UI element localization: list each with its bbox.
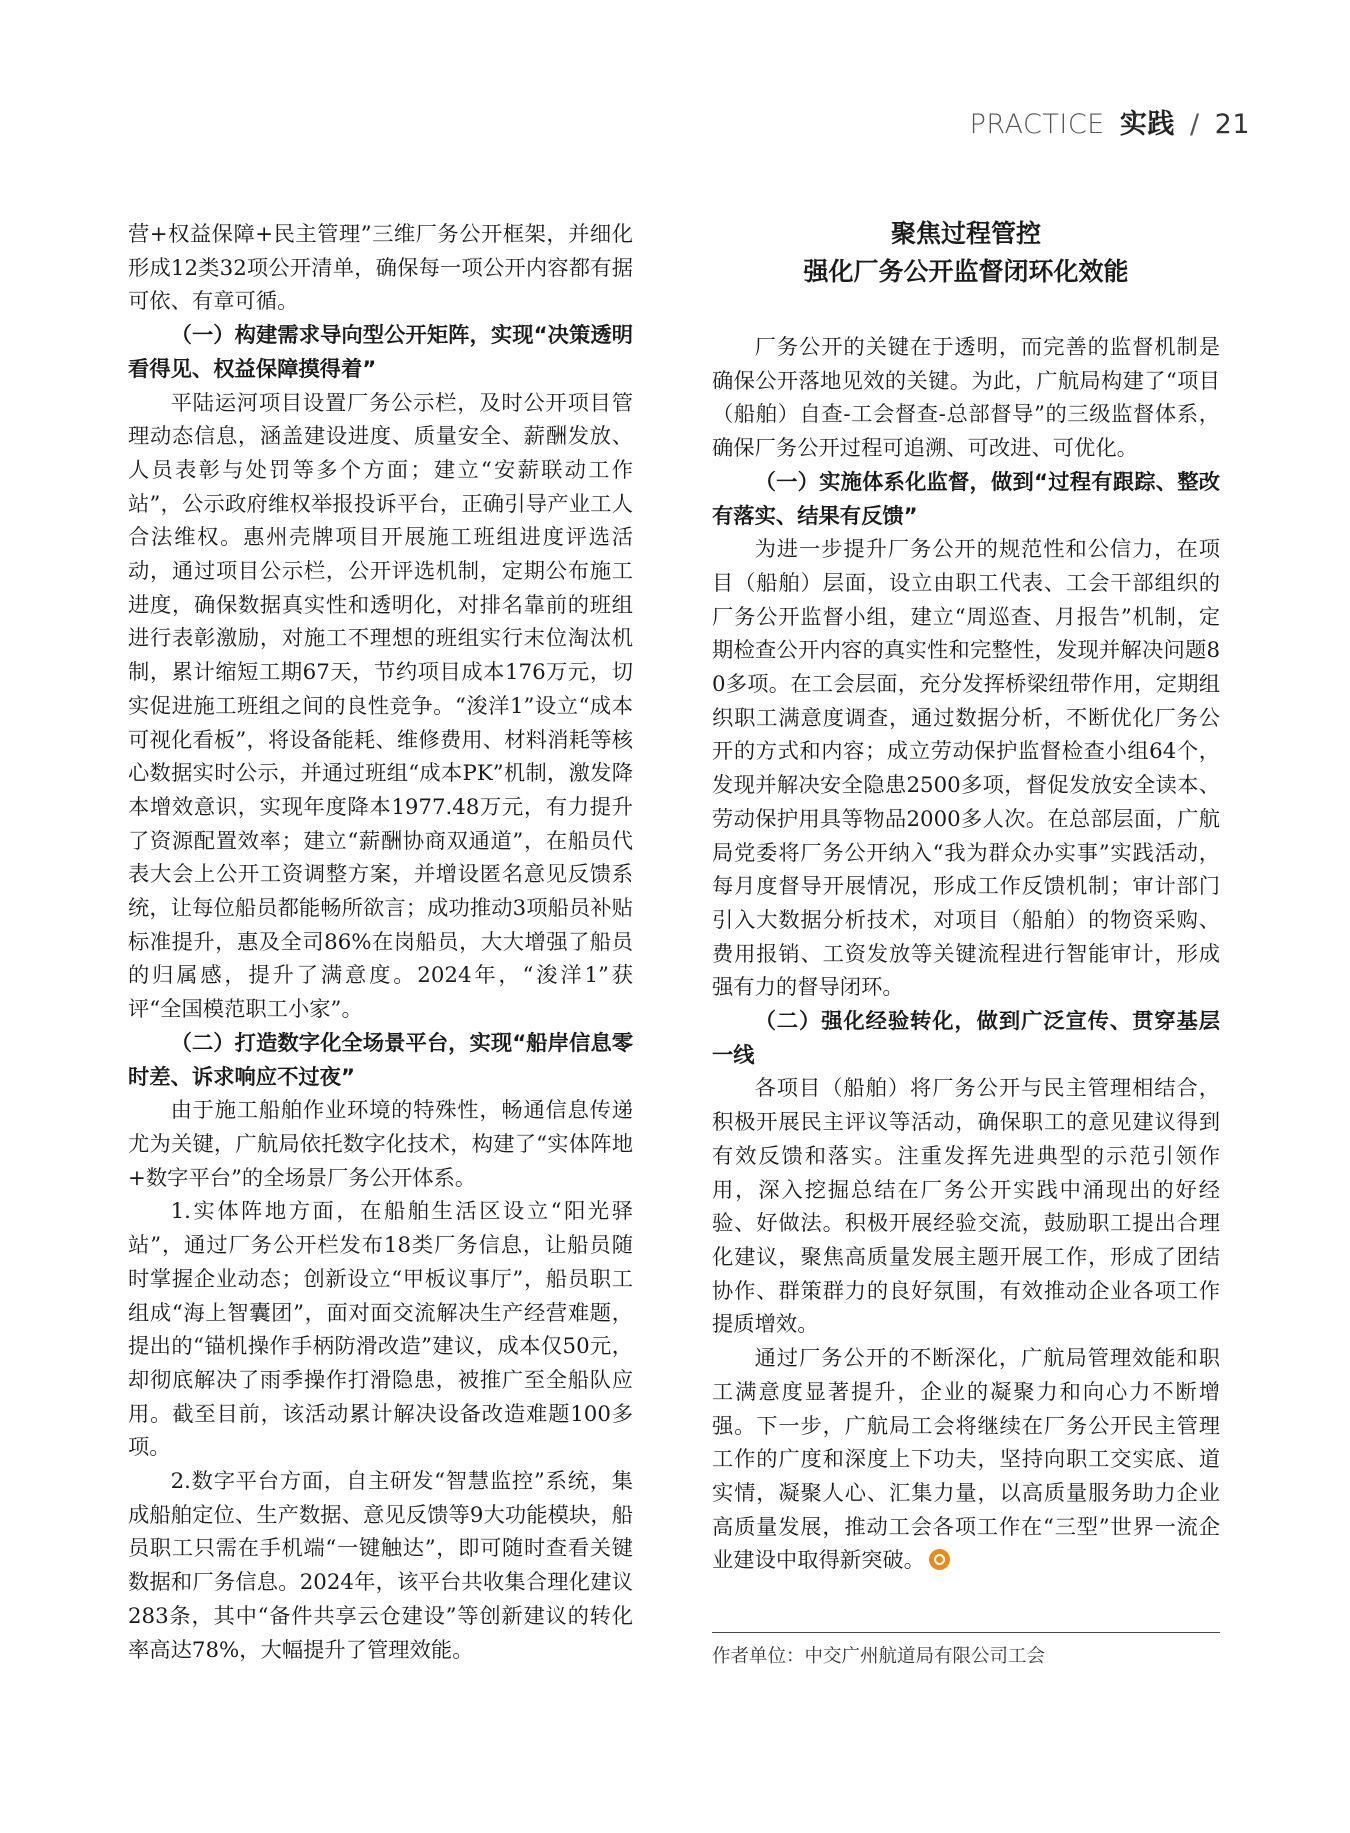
paragraph: 1.实体阵地方面，在船舶生活区设立“阳光驿站”，通过厂务公开栏发布18类厂务信息，让船员随时掌握企业动态；创新设立“甲板议事厅”，船员职工组成“海上智囊团”，面对面交流解决生产经营难题，提出的“锚机操作手柄防滑改造”建议，成本仅50元，却彻底解决了雨季操作打滑隐患，被推广至全船队应用。截至目前，该活动累计解决设备改造难题100多项。 [128,1199,633,1461]
section-name-cn: 实践 [1119,109,1175,140]
section-name-en: PRACTICE [969,109,1105,140]
paragraph-intro: 营+权益保障+民主管理”三维厂务公开框架，并细化形成12类32项公开清单，确保每一项公开内容都有据可依、有章可循。 [128,222,633,315]
paragraph: 厂务公开的关键在于透明，而完善的监督机制是确保公开落地见效的关键。为此，广航局构建了“项目（船舶）自查-工会督查-总部督导”的三级监督体系，确保厂务公开过程可追溯、可改进、可优化。 [712,335,1220,462]
subheading-1: （一）构建需求导向型公开矩阵，实现“决策透明看得见、权益保障摸得着” [128,323,633,382]
section-title [712,215,1220,291]
paragraph: 2.数字平台方面，自主研发“智慧监控”系统，集成船舶定位、生产数据、意见反馈等9大功能模块，船员职工只需在手机端“一键触达”，即可随时查看关键数据和厂务信息。2024年，该平台共收集合理化建议283条，其中“备件共享云仓建设”等创新建议的转化率高达78%，大幅提升了管理效能。 [128,1469,633,1663]
left-column [128,218,633,1667]
subheading-2: （二）打造数字化全场景平台，实现“船岸信息零时差、诉求响应不过夜” [128,1030,633,1090]
author-affiliation: 作者单位：中交广州航道局有限公司工会 [712,1646,1046,1667]
paragraph: 平陆运河项目设置厂务公示栏，及时公开项目管理动态信息，涵盖建设进度、质量安全、薪酬发放、人员表彰与处罚等多个方面；建立“安薪联动工作站”，公示政府维权举报投诉平台，正确引导产业工人合法维权。惠州壳牌项目开展施工班组进度评选活动，通过项目公示栏，公开评选机制，定期公布施工进度，确保数据真实性和透明化，对排名靠前的班组进行表彰激励，对施工不理想的班组实行末位淘汰机制，累计缩短工期67天，节约项目成本176万元，切实促进施工班组之间的良性竞争。“浚洋1”设立“成本可视化看板”，将设备能耗、维修费用、材料消耗等核心数据实时公示，并通过班组“成本PK”机制，激发降本增效意识，实现年度降本1977.48万元，有力提升了资源配置效率；建立“薪酬协商双通道”，在船员代表大会上公开工资调整方案，并增设匿名意见反馈系统，让每位船员都能畅所欲言；成功推动3项船员补贴标准提升，惠及全司86%在岗船员，大大增强了船员的归属感，提升了满意度。2024年，“浚洋1”获评“全国模范职工小家”。 [128,390,633,1023]
union-logo-icon [929,1549,950,1570]
page-header [970,102,1250,141]
subheading-2: （二）强化经验转化，做到广泛宣传、贯穿基层一线 [712,1009,1220,1068]
right-column [712,218,1220,1578]
paragraph-final [712,1342,1220,1578]
section-title-line-1: 聚焦过程管控 [890,219,1041,248]
author-divider [712,1632,1220,1633]
paragraph: 各项目（船舶）将厂务公开与民主管理相结合，积极开展民主评议等活动，确保职工的意见建议得到有效反馈和落实。注重发挥先进典型的示范引领作用，深入挖掘总结在厂务公开实践中涌现出的好经验、好做法。积极开展经验交流，鼓励职工提出合理化建议，聚焦高质量发展主题开展工作，形成了团结协作、群策群力的良好氛围，有效推动企业各项工作提质增效。 [712,1076,1220,1338]
paragraph: 为进一步提升厂务公开的规范性和公信力，在项目（船舶）层面，设立由职工代表、工会干部组织的厂务公开监督小组，建立“周巡查、月报告”机制，定期检查公开内容的真实性和完整性，发现并解决问题80多项。在工会层面，充分发挥桥梁纽带作用，定期组织职工满意度调查，通过数据分析，不断优化厂务公开的方式和内容；成立劳动保护监督检查小组64个，发现并解决安全隐患2500多项，督促发放安全读本、劳动保护用具等物品2000多人次。在总部层面，广航局党委将厂务公开纳入“我为群众办实事”实践活动，每月度督导开展情况，形成工作反馈机制；审计部门引入大数据分析技术，对项目（船舶）的物资采购、费用报销、工资发放等关键流程进行智能审计，形成强有力的督导闭环。 [712,537,1220,1001]
paragraph-final-text: 通过厂务公开的不断深化，广航局管理效能和职工满意度显著提升，企业的凝聚力和向心力不断增强。下一步，广航局工会将继续在厂务公开民主管理工作的广度和深度上下功夫，坚持向职工交实底、道实情，凝聚人心、汇集力量，以高质量服务助力企业高质量发展，推动工会各项工作在“三型”世界一流企业建设中取得新突破。 [712,1346,1220,1574]
paragraph: 由于施工船舶作业环境的特殊性，畅通信息传递尤为关键，广航局依托数字化技术，构建了“实体阵地+数字平台”的全场景厂务公开体系。 [128,1098,633,1191]
subheading-1: （一）实施体系化监督，做到“过程有跟踪、整改有落实、结果有反馈” [712,469,1220,529]
page-number: 21 [1214,109,1250,140]
header-separator: / [1189,109,1200,140]
section-title-line-2: 强化厂务公开监督闭环化效能 [803,257,1129,286]
